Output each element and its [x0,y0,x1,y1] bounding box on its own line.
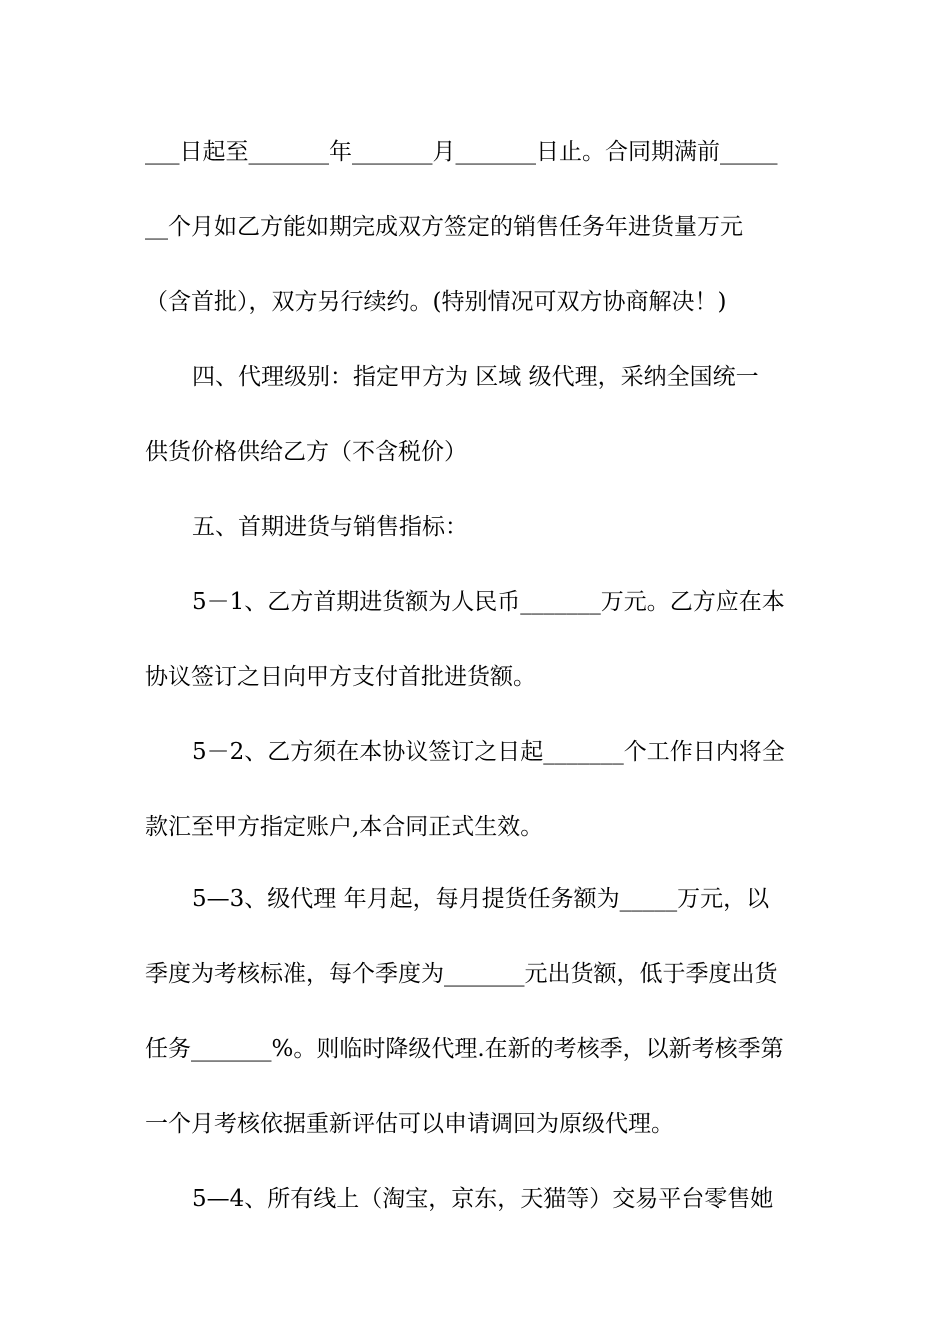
clause-line: 5－2、乙方须在本协议签订之日起_______个工作日内将全 [192,739,785,765]
text-line: 供货价格供给乙方（不含税价） [145,439,467,465]
text-line: 协议签订之日向甲方支付首批进货额。 [145,664,536,690]
text-line: 任务_______%。则临时降级代理.在新的考核季，以新考核季第 [145,1036,784,1062]
text-line: （含首批），双方另行续约。(特别情况可双方协商解决！) [145,289,727,315]
text-line: __个月如乙方能如期完成双方签定的销售任务年进货量万元 [145,214,743,240]
text-line: ___日起至_______年_______月_______日止。合同期满前_____ [145,139,778,165]
text-line: 一个月考核依据重新评估可以申请调回为原级代理。 [145,1111,674,1137]
text-line: 款汇至甲方指定账户,本合同正式生效。 [145,814,544,840]
clause-line: 5—4、所有线上（淘宝，京东，天猫等）交易平台零售她 [192,1186,774,1212]
clause-line: 5—3、级代理 年月起，每月提货任务额为_____万元，以 [192,886,770,912]
paragraph-heading: 四、代理级别：指定甲方为 区域 级代理，采纳全国统一 [192,364,759,390]
text-line: 季度为考核标准，每个季度为_______元出货额，低于季度出货 [145,961,778,987]
section-heading: 五、首期进货与销售指标： [192,514,468,540]
clause-line: 5－1、乙方首期进货额为人民币_______万元。乙方应在本 [192,589,785,615]
